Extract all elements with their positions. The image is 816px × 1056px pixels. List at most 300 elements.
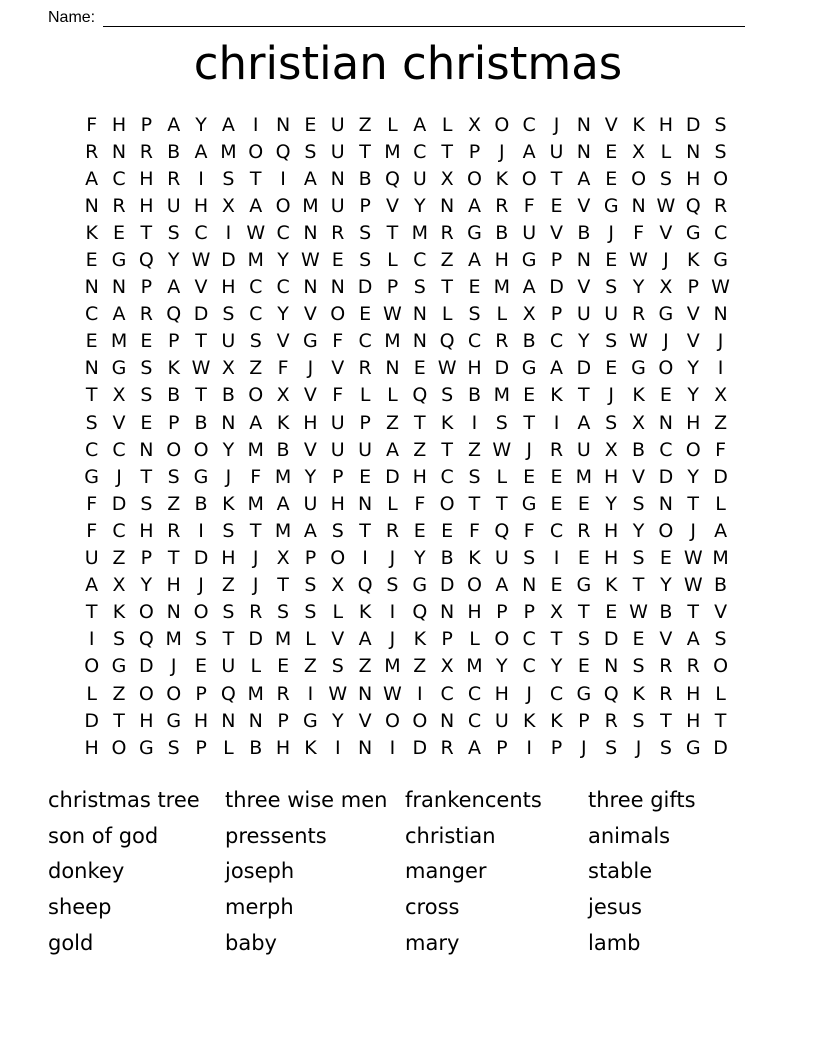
grid-cell: U [576, 303, 591, 326]
grid-cell: Q [384, 167, 400, 190]
grid-cell: J [717, 330, 724, 353]
grid-cell: G [138, 736, 154, 759]
grid-cell: E [605, 357, 618, 380]
word-bank-item: baby [225, 930, 277, 955]
grid-cell: N [576, 140, 591, 163]
grid-cell: I [389, 601, 396, 624]
grid-cell: H [494, 682, 509, 705]
name-row [0, 0, 816, 27]
grid-cell: V [659, 221, 673, 244]
grid-cell: A [522, 276, 536, 299]
grid-cell: A [686, 628, 700, 651]
grid-cell: T [413, 411, 426, 434]
grid-cell: S [468, 303, 481, 326]
grid-cell: G [713, 249, 728, 272]
grid-cell: U [221, 330, 236, 353]
grid-cell: H [193, 709, 209, 732]
grid-cell: F [250, 465, 262, 488]
grid-cell: K [112, 601, 126, 624]
grid-cell: O [193, 601, 209, 624]
grid-cell: N [522, 574, 537, 597]
grid-cell: B [577, 221, 591, 244]
grid-cell: S [441, 384, 454, 407]
grid-cell: W [437, 357, 457, 380]
grid-cell: U [522, 221, 537, 244]
grid-cell: S [714, 113, 727, 136]
grid-cell: E [413, 519, 426, 542]
grid-cell: Q [275, 140, 291, 163]
grid-cell: T [468, 492, 481, 515]
grid-cell: N [713, 303, 728, 326]
grid-cell: W [656, 194, 676, 217]
word-bank-item: jesus [588, 895, 642, 920]
grid-cell: K [495, 167, 509, 190]
grid-cell: N [358, 736, 373, 759]
grid-cell: I [280, 167, 286, 190]
grid-cell: S [577, 628, 590, 651]
grid-cell: O [248, 140, 264, 163]
grid-cell: S [413, 276, 426, 299]
grid-cell: F [469, 519, 480, 542]
word-bank-item: sheep [48, 895, 112, 920]
grid-cell: J [526, 438, 532, 461]
grid-cell: S [167, 465, 180, 488]
grid-cell: T [359, 519, 371, 542]
grid-cell: S [605, 330, 618, 353]
grid-cell: B [358, 167, 372, 190]
grid-cell: P [550, 303, 563, 326]
grid-cell: N [358, 682, 373, 705]
grid-cell: H [139, 709, 154, 732]
word-bank-item: three wise men [225, 788, 388, 813]
grid-cell: U [330, 411, 345, 434]
grid-cell: I [389, 736, 396, 759]
grid-cell: S [632, 655, 645, 678]
grid-cell: U [549, 140, 564, 163]
name-blank-line [103, 10, 745, 27]
grid-cell: G [303, 330, 318, 353]
grid-cell: E [550, 465, 563, 488]
grid-cell: G [685, 736, 701, 759]
grid-cell: I [88, 628, 95, 651]
grid-cell: M [384, 330, 401, 353]
grid-cell: P [386, 276, 399, 299]
grid-cell: S [605, 411, 618, 434]
grid-cell: L [496, 465, 508, 488]
grid-cell: A [522, 140, 536, 163]
grid-cell: D [439, 574, 455, 597]
grid-cell: K [632, 113, 645, 136]
grid-cell: M [466, 655, 483, 678]
grid-cell: M [493, 276, 511, 299]
grid-cell: O [138, 601, 154, 624]
grid-cell: T [441, 140, 453, 163]
grid-cell: E [605, 167, 618, 190]
grid-cell: C [112, 519, 126, 542]
word-bank-item: mary [405, 930, 460, 955]
grid-cell: E [550, 492, 563, 515]
grid-cell: L [223, 736, 234, 759]
grid-cell: K [304, 736, 317, 759]
grid-cell: J [225, 465, 232, 488]
grid-cell: V [331, 628, 345, 651]
grid-cell: R [440, 736, 454, 759]
grid-cell: C [549, 330, 564, 353]
grid-cell: Z [303, 655, 317, 678]
grid-cell: H [686, 411, 701, 434]
grid-cell: S [167, 221, 180, 244]
grid-cell: U [84, 547, 99, 570]
grid-cell: M [274, 628, 292, 651]
grid-cell: H [139, 194, 154, 217]
grid-cell: F [523, 519, 535, 542]
grid-cell: S [304, 574, 317, 597]
grid-cell: T [523, 411, 535, 434]
word-bank-item: pressents [225, 823, 327, 848]
grid-cell: E [523, 384, 536, 407]
grid-cell: X [550, 601, 564, 624]
grid-cell: W [629, 330, 648, 353]
grid-cell: O [138, 682, 154, 705]
grid-cell: A [85, 574, 99, 597]
grid-cell: D [412, 736, 428, 759]
grid-cell: I [225, 221, 232, 244]
grid-cell: P [441, 628, 453, 651]
grid-cell: C [522, 655, 536, 678]
word-bank-column [588, 783, 696, 961]
grid-cell: V [331, 357, 345, 380]
grid-cell: C [440, 682, 454, 705]
word-bank-item: lamb [588, 930, 641, 955]
grid-cell: E [359, 465, 372, 488]
grid-cell: P [550, 249, 563, 272]
grid-cell: C [522, 113, 536, 136]
grid-cell: F [86, 113, 98, 136]
grid-cell: U [330, 140, 345, 163]
grid-cell: G [521, 492, 537, 515]
grid-cell: J [526, 682, 532, 705]
grid-cell: V [686, 330, 700, 353]
grid-cell: R [139, 140, 153, 163]
grid-cell: D [139, 655, 154, 678]
grid-cell: I [362, 547, 368, 570]
grid-cell: M [712, 547, 729, 570]
grid-cell: T [550, 167, 563, 190]
grid-cell: V [385, 194, 399, 217]
grid-cell: A [221, 113, 235, 136]
grid-cell: A [167, 113, 181, 136]
grid-cell: V [194, 276, 208, 299]
grid-cell: K [522, 709, 536, 732]
grid-cell: Z [413, 438, 427, 461]
grid-cell: X [276, 384, 290, 407]
grid-cell: B [522, 330, 536, 353]
grid-cell: V [659, 628, 673, 651]
grid-cell: O [713, 167, 729, 190]
grid-cell: A [249, 411, 263, 434]
grid-cell: G [576, 574, 592, 597]
grid-cell: A [577, 411, 591, 434]
grid-cell: M [274, 519, 292, 542]
grid-cell: V [632, 465, 646, 488]
grid-cell: E [413, 357, 426, 380]
grid-cell: B [249, 736, 263, 759]
grid-cell: I [198, 519, 204, 542]
grid-cell: P [140, 547, 153, 570]
grid-cell: E [632, 628, 645, 651]
grid-cell: S [140, 492, 153, 515]
grid-cell: O [439, 492, 455, 515]
grid-cell: H [686, 167, 701, 190]
grid-cell: V [686, 303, 700, 326]
grid-cell: I [416, 682, 423, 705]
grid-cell: J [307, 357, 314, 380]
grid-cell: A [467, 736, 481, 759]
grid-cell: D [549, 276, 564, 299]
grid-cell: Y [195, 113, 207, 136]
grid-cell: X [440, 167, 454, 190]
grid-cell: V [112, 411, 126, 434]
grid-cell: Y [413, 194, 426, 217]
grid-cell: A [550, 357, 564, 380]
grid-cell: S [112, 628, 126, 651]
grid-cell: X [276, 547, 290, 570]
grid-cell: M [110, 330, 128, 353]
grid-cell: L [660, 140, 672, 163]
grid-cell: K [358, 601, 372, 624]
grid-cell: W [711, 276, 730, 299]
grid-cell: J [499, 140, 505, 163]
grid-cell: O [494, 628, 510, 651]
grid-cell: A [358, 628, 372, 651]
grid-cell: Q [439, 330, 455, 353]
grid-cell: F [332, 330, 344, 353]
grid-cell: M [165, 628, 182, 651]
grid-cell: H [658, 113, 674, 136]
grid-cell: K [440, 411, 454, 434]
grid-cell: B [440, 547, 454, 570]
grid-cell: C [467, 682, 482, 705]
grid-cell: Q [220, 682, 236, 705]
grid-cell: N [84, 194, 99, 217]
grid-cell: S [632, 709, 645, 732]
grid-cell: E [577, 547, 590, 570]
grid-cell: Q [494, 519, 510, 542]
grid-cell: T [195, 330, 207, 353]
grid-cell: V [303, 438, 317, 461]
grid-cell: F [332, 384, 344, 407]
grid-cell: U [303, 492, 318, 515]
grid-cell: J [608, 221, 614, 244]
grid-cell: Q [412, 601, 428, 624]
grid-cell: P [523, 601, 535, 624]
grid-cell: P [496, 601, 508, 624]
grid-cell: E [85, 249, 98, 272]
grid-cell: H [467, 601, 482, 624]
grid-cell: D [221, 249, 236, 272]
grid-cell: K [687, 249, 700, 272]
grid-cell: K [550, 709, 563, 732]
grid-cell: H [221, 547, 236, 570]
grid-cell: L [359, 384, 371, 407]
grid-cell: X [714, 384, 728, 407]
grid-cell: W [683, 574, 703, 597]
grid-cell: S [523, 547, 536, 570]
grid-cell: S [222, 303, 235, 326]
grid-cell: H [166, 574, 181, 597]
grid-cell: D [603, 628, 619, 651]
grid-cell: X [221, 194, 235, 217]
grid-cell: S [304, 601, 317, 624]
grid-cell: O [248, 384, 264, 407]
grid-cell: O [330, 547, 346, 570]
grid-cell: H [412, 465, 427, 488]
grid-cell: T [140, 465, 153, 488]
grid-cell: H [139, 519, 154, 542]
grid-cell: D [111, 492, 127, 515]
grid-cell: C [112, 438, 126, 461]
grid-cell: S [222, 519, 235, 542]
grid-cell: A [467, 194, 481, 217]
grid-cell: T [277, 574, 289, 597]
grid-cell: J [252, 574, 259, 597]
grid-cell: C [549, 682, 564, 705]
grid-cell: M [493, 384, 511, 407]
grid-cell: T [140, 221, 153, 244]
grid-cell: B [221, 384, 235, 407]
grid-cell: S [167, 736, 180, 759]
grid-cell: B [167, 384, 181, 407]
grid-cell: J [608, 384, 614, 407]
grid-cell: R [85, 140, 99, 163]
grid-cell: H [193, 194, 209, 217]
grid-cell: U [604, 303, 619, 326]
page-title: christian christmas [193, 37, 623, 90]
grid-cell: F [633, 221, 645, 244]
grid-cell: E [605, 601, 618, 624]
grid-cell: E [550, 574, 563, 597]
grid-cell: Z [249, 357, 263, 380]
grid-cell: S [386, 574, 399, 597]
grid-cell: O [166, 682, 182, 705]
grid-cell: R [713, 194, 728, 217]
grid-cell: V [276, 330, 290, 353]
word-bank-item: stable [588, 859, 653, 884]
grid-cell: S [85, 411, 98, 434]
grid-cell: C [358, 330, 372, 353]
word-bank-item: three gifts [588, 788, 696, 813]
grid-cell: E [468, 276, 481, 299]
grid-cell: I [553, 411, 560, 434]
grid-cell: V [577, 276, 591, 299]
grid-cell: S [359, 221, 372, 244]
grid-cell: X [522, 303, 536, 326]
grid-cell: X [632, 140, 646, 163]
grid-cell: Y [687, 465, 700, 488]
grid-cell: J [553, 113, 560, 136]
grid-cell: N [576, 113, 591, 136]
grid-cell: T [578, 601, 590, 624]
grid-cell: E [550, 194, 563, 217]
grid-cell: H [604, 465, 619, 488]
grid-cell: T [85, 384, 98, 407]
grid-cell: E [659, 384, 672, 407]
grid-cell: R [358, 357, 372, 380]
grid-cell: R [331, 221, 345, 244]
grid-cell: D [494, 357, 510, 380]
grid-cell: J [389, 547, 396, 570]
grid-cell: S [632, 547, 645, 570]
grid-cell: V [604, 113, 618, 136]
grid-cell: C [549, 519, 564, 542]
grid-cell: O [467, 574, 482, 597]
grid-cell: T [550, 628, 563, 651]
grid-cell: S [277, 601, 290, 624]
grid-cell: R [659, 682, 673, 705]
grid-cell: N [631, 194, 646, 217]
grid-cell: V [358, 709, 372, 732]
grid-cell: S [495, 411, 508, 434]
grid-cell: U [330, 113, 345, 136]
grid-cell: C [440, 465, 454, 488]
grid-cell: T [222, 628, 235, 651]
grid-cell: G [467, 221, 482, 244]
grid-cell: R [385, 519, 400, 542]
grid-cell: F [86, 492, 98, 515]
grid-cell: U [412, 167, 427, 190]
grid-cell: U [576, 438, 591, 461]
grid-cell: G [521, 357, 537, 380]
grid-cell: C [467, 330, 482, 353]
grid-cell: L [86, 682, 97, 705]
grid-cell: S [468, 465, 481, 488]
grid-cell: H [84, 736, 99, 759]
grid-cell: A [303, 519, 317, 542]
grid-cell: Z [413, 655, 427, 678]
grid-cell: J [198, 574, 204, 597]
grid-cell: J [690, 519, 697, 542]
grid-cell: O [412, 709, 428, 732]
grid-cell: S [359, 249, 372, 272]
grid-cell: U [330, 194, 345, 217]
grid-cell: A [385, 438, 399, 461]
grid-cell: Q [357, 574, 373, 597]
grid-cell: T [660, 709, 672, 732]
grid-cell: B [714, 574, 728, 597]
grid-cell: N [221, 709, 236, 732]
grid-cell: J [252, 547, 259, 570]
grid-cell: G [603, 194, 619, 217]
grid-cell: X [112, 574, 126, 597]
grid-cell: X [112, 384, 126, 407]
grid-cell: C [112, 167, 126, 190]
grid-cell: Q [603, 682, 619, 705]
grid-cell: W [492, 438, 512, 461]
grid-cell: A [167, 276, 181, 299]
grid-cell: O [275, 194, 291, 217]
grid-cell: W [683, 547, 703, 570]
name-label: Name: [48, 9, 96, 26]
grid-cell: R [631, 303, 646, 326]
grid-cell: K [632, 682, 645, 705]
grid-cell: V [303, 384, 317, 407]
grid-cell: C [413, 249, 427, 272]
grid-cell: N [303, 221, 318, 244]
word-bank-item: donkey [48, 859, 125, 884]
grid-cell: Z [358, 655, 372, 678]
grid-cell: C [713, 221, 728, 244]
grid-cell: V [550, 221, 564, 244]
